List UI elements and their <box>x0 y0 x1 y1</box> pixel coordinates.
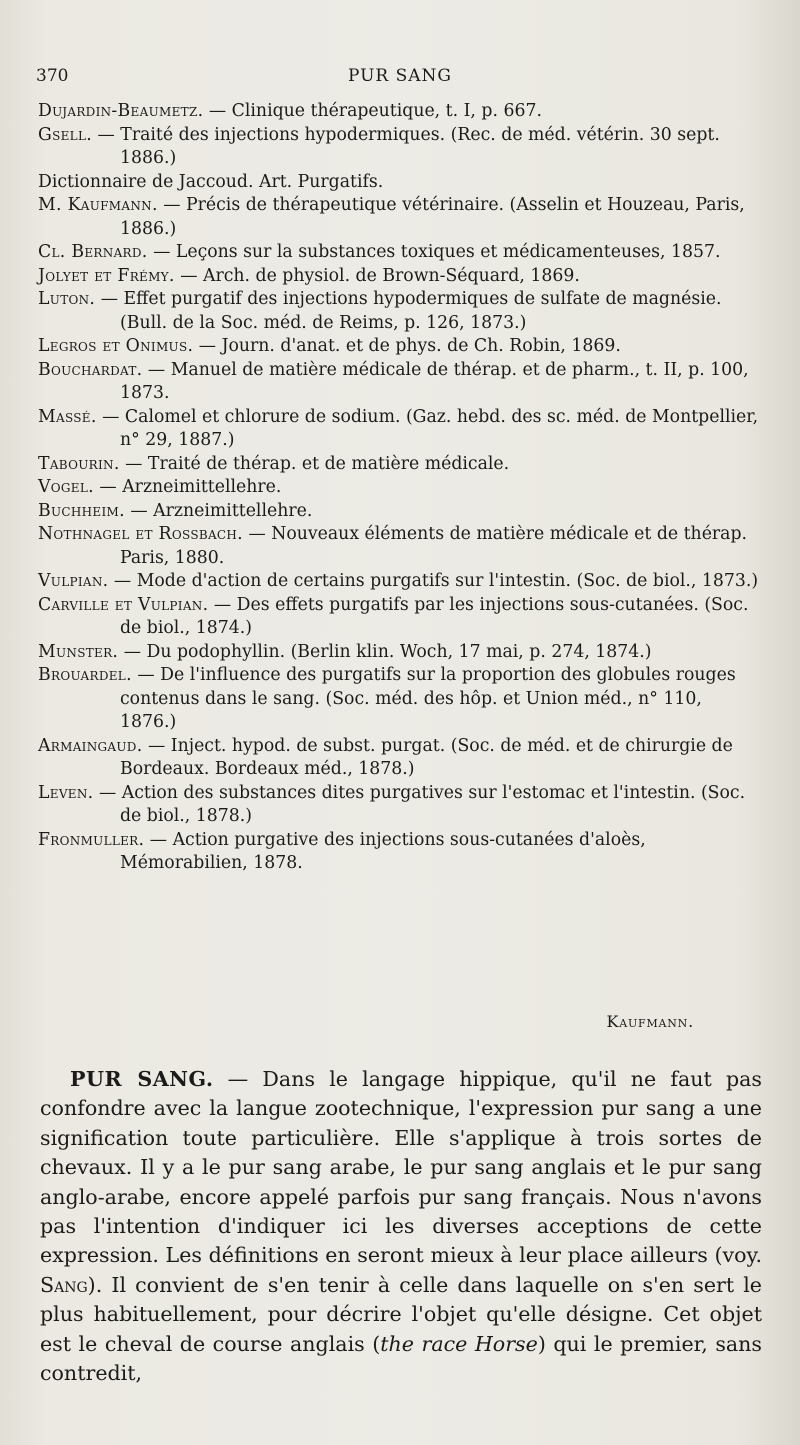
entry-author: M. Kaufmann. <box>38 195 158 215</box>
bibliography-entry <box>38 570 760 594</box>
bibliography-entry <box>38 171 760 195</box>
entry-text: — Arzneimittellehre. <box>93 477 282 497</box>
entry-author: Vulpian. <box>38 571 109 591</box>
entry-text: — Journ. d'anat. et de phys. de Ch. Robin, 1869. <box>193 336 621 356</box>
entry-text: — Du podophyllin. (Berlin klin. Woch, 17 mai, p. 274, 1874.) <box>118 641 652 662</box>
bibliography-entry <box>38 124 760 171</box>
entry-author: Buchheim. <box>38 500 125 521</box>
bibliography-entry <box>38 735 760 782</box>
entry-author: Gsell. <box>38 124 93 145</box>
bibliography-list <box>38 100 760 876</box>
entry-text: — Arch. de physiol. de Brown-Séquard, 1869. <box>174 265 580 286</box>
entry-text: — Action des substances dites purgatives sur l'estomac et l'intestin. (Soc. de biol., 1878.) <box>93 782 746 826</box>
entry-author: Leven. <box>38 782 94 803</box>
bibliography-entry <box>38 782 760 829</box>
entry-text: — Effet purgatif des injections hypodermiques de sulfate de magnésie. (Bull. de la Soc. méd. de Reims, p. 126, 1873.) <box>95 289 722 333</box>
entry-text: — Mode d'action de certains purgatifs sur l'intestin. (Soc. de biol., 1873.) <box>108 571 759 591</box>
article-text-2: ). Il convient de s'en tenir à celle dans laquelle on s'en sert le plus habituellement, pour décrire l'objet qu'elle désigne. Cet objet est le cheval de course anglais ( <box>40 1272 762 1356</box>
entry-text: — Traité des injections hypodermiques. (Rec. de méd. vétérin. 30 sept. 1886.) <box>92 124 720 168</box>
article-headword: PUR SANG. <box>70 1067 214 1091</box>
entry-author: Cl. Bernard. <box>38 242 148 262</box>
entry-author: Fronmuller. <box>38 829 145 850</box>
bibliography-entry <box>38 288 760 335</box>
bibliography-entry <box>38 664 760 735</box>
article-pur-sang <box>40 1065 762 1388</box>
entry-text: — Précis de thérapeutique vétérinaire. (Asselin et Houzeau, Paris, 1886.) <box>120 195 745 239</box>
entry-text: — Manuel de matière médicale de thérap. et de pharm., t. II, p. 100, 1873. <box>120 359 749 403</box>
entry-text: — Leçons sur la substances toxiques et médicamenteuses, 1857. <box>147 242 721 262</box>
entry-author: Brouardel. <box>38 665 132 685</box>
entry-author: Carville et Vulpian. <box>38 594 209 615</box>
bibliography-entry <box>38 453 760 477</box>
entry-text: — Traité de thérap. et de matière médicale. <box>119 453 510 474</box>
author-signature: Kaufmann. <box>606 1012 694 1031</box>
entry-text: Dictionnaire de Jaccoud. Art. Purgatifs. <box>38 171 384 192</box>
bibliography-entry <box>38 641 760 665</box>
entry-author: Legros et Onimus. <box>38 336 194 356</box>
entry-author: Tabourin. <box>38 453 120 474</box>
entry-text: — Inject. hypod. de subst. purgat. (Soc. de méd. et de chirurgie de Bordeaux. Bordeaux méd., 1878.) <box>120 735 733 779</box>
running-head: PUR SANG <box>347 66 453 86</box>
article-text-1: — Dans le langage hippique, qu'il ne faut pas confondre avec la langue zootechnique, l'expression pur sang a une signification toute particulière. Elle s'applique à trois sortes de chevaux. Il y a le pur sang arabe, le pur sang anglais et le pur sang anglo-arabe, encore appelé parfois pur sang français. Nous n'avons pas l'intention d'indiquer ici les diverses acceptions de cette expression. Les définitions en seront mieux à leur place ailleurs (voy. <box>40 1067 762 1268</box>
entry-author: Nothnagel et Rossbach. <box>38 524 243 544</box>
entry-text: — Action purgative des injections sous-cutanées d'aloès, Mémorabilien, 1878. <box>120 829 646 873</box>
bibliography-entry <box>38 100 760 124</box>
entry-author: Luton. <box>38 289 96 309</box>
bibliography-entry <box>38 406 760 453</box>
page-number: 370 <box>36 66 69 86</box>
entry-author: Massé. <box>38 406 97 427</box>
bibliography-entry <box>38 829 760 876</box>
bibliography-entry <box>38 194 760 241</box>
entry-author: Bouchardat. <box>38 359 143 380</box>
article-text-3: ) qui le premier, sans contredit, <box>40 1331 762 1386</box>
entry-author: Armaingaud. <box>38 735 143 756</box>
italic-term: the race Horse <box>380 1331 538 1356</box>
entry-author: Jolyet et Frémy. <box>38 265 175 286</box>
entry-text: — Clinique thérapeutique, t. I, p. 667. <box>203 101 542 121</box>
bibliography-entry <box>38 523 760 570</box>
page-header <box>36 66 764 92</box>
cross-reference: Sang <box>40 1272 88 1297</box>
bibliography-entry <box>38 265 760 289</box>
bibliography-entry <box>38 241 760 265</box>
entry-text: — Arzneimittellehre. <box>124 500 313 521</box>
entry-text: — Des effets purgatifs par les injections sous-cutanées. (Soc. de biol., 1874.) <box>120 594 749 638</box>
entry-author: Dujardin-Beaumetz. <box>38 101 204 121</box>
bibliography-entry <box>38 476 760 500</box>
bibliography-entry <box>38 335 760 359</box>
entry-text: — De l'influence des purgatifs sur la proportion des globules rouges contenus dans le sang. (Soc. méd. des hôp. et Union méd., n° 110, 1876.) <box>120 665 736 732</box>
bibliography-entry <box>38 359 760 406</box>
bibliography-entry <box>38 500 760 524</box>
entry-text: — Calomel et chlorure de sodium. (Gaz. hebd. des sc. méd. de Montpellier, n° 29, 1887.) <box>96 406 759 450</box>
bibliography-entry <box>38 594 760 641</box>
entry-author: Munster. <box>38 641 119 662</box>
entry-text: — Nouveaux éléments de matière médicale et de thérap. Paris, 1880. <box>120 524 748 568</box>
entry-author: Vogel. <box>38 477 94 497</box>
article-paragraph <box>40 1065 762 1388</box>
